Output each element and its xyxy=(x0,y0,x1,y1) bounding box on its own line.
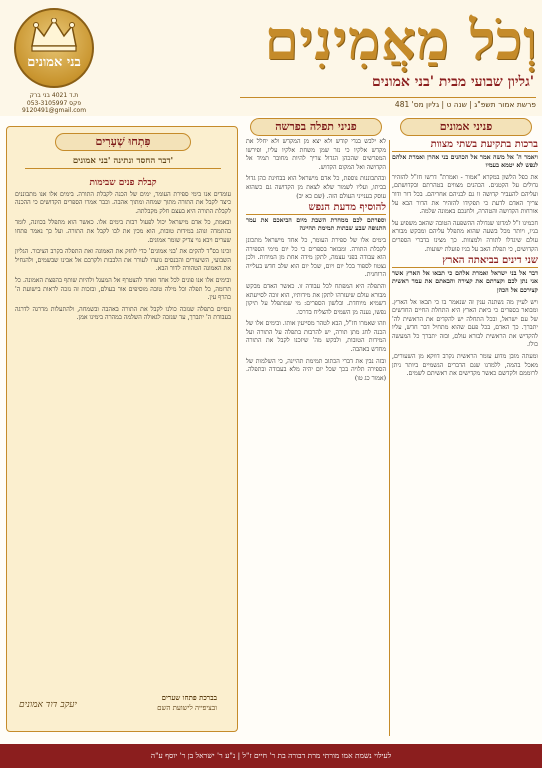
banner-left: פִּתְחוּ שְׁעָרִים xyxy=(55,133,191,151)
editorial-paragraph-1: עומדים אנו בימי ספירת העומר, ימים של הכנה לקבלת התורה. בימים אלו אנו מתבוננים כיצד לקבל את התורה מתוך שמחה ומתוך אהבה. וכבר אמרו הספרים הקדושים כי ההכנה לקבלת התורה היא בעצם חלק מקבלתה. xyxy=(15,190,231,215)
crown-icon xyxy=(28,18,80,52)
middle-paragraph-1: לא ילבש בגדי קודש ולא יצא מן המקדש ולא יחלל את מקדש אלקיו כי נזר שמן משחת אלקיו עליו, ופירשו המפרשים שהכהן הגדול צריך להיות מחובר תמיד אל הקדושה ואל המקום הקדוש. xyxy=(246,138,386,171)
right-headline-2: שני דינים בביאתה הארץ xyxy=(392,257,538,268)
editorial-headline: קבלת פנים שבימות xyxy=(89,178,157,188)
masthead xyxy=(0,0,542,116)
right-lead-1: ויאמר ה' אל משה אמר אל הכהנים בני אהרן ואמרת אלהם לנפש לא יטמא בעמיו xyxy=(392,153,538,170)
editorial-closing-line-1: בברכת פתחו שערים xyxy=(161,693,217,702)
right-column xyxy=(392,138,538,736)
middle-column xyxy=(246,138,386,736)
logo-contact: ת.ד 4021 בני ברק 053-3105997 פקס 9120491@gmail.com xyxy=(21,92,87,114)
right-headline-1: ברכות בתקיעת בשתי מצוות xyxy=(392,141,538,152)
right-paragraph-3: ויש לעיין מה נשתנה ענין זה שנאמר בו כי תבאו אל הארץ. ומבואר בספרים כי ביאת הארץ היא התחלת החיים החדשים של עם ישראל, ובכל התחלה יש להקדים את הראשית לה' יתברך. כך האדם, בכל פעם שהוא מתחיל דבר חדש, עליו להקדיש את הראשית לבורא עולם, ובזה יתברך כל המעשה כולו. xyxy=(392,298,538,349)
editorial-box xyxy=(6,126,238,732)
middle-paragraph-4: והתפלה היא המפתח לכל עבודה זו. כאשר האדם מבקש מבורא עולם שיעזרהו לתקן את מידותיו, הוא זוכה לסייעתא דשמיא מיוחדת. ובלשון הספרים: מי שמתפלל על תיקון נפשו, נענה מן השמים להצליח בדרכו. xyxy=(246,282,386,316)
right-paragraph-2: חכמינו ז"ל למדונו שגדולה ההשפעה הטובה שהאב משפיע על בניו, ויותר מכל בשעה שהוא מתפלל עליהם ומבקש מבורא עולם שיגדלו לתורה ולמצוות. כך מצינו בדברי הספרים הקדושים, כי תפלת האב על בניו פועלת ישועות. xyxy=(392,219,538,253)
middle-lead: וספרתם לכם ממחרת השבת מיום הביאכם את עמר התנופה שבע שבתות תמימת תהיינה xyxy=(246,216,386,233)
editorial-signature: יעקב דוד אמונים xyxy=(19,700,77,710)
middle-paragraph-6: ובזה נבין את דברי הכתוב תמימת תהיינה, כי השלמות של הספירה תלויה בכך שכל יום יהיה מלא בעבודה ובתפלה. (אמור כג טו) xyxy=(246,357,386,382)
banner-right: פניני אמונים xyxy=(400,118,532,136)
editorial-closing-line-2: ובציפייה לישועת השם xyxy=(157,704,217,712)
middle-paragraph-5: וזהו שאמרו חז"ל, הבא לטהר מסייעין אותו. ובימים אלו של הכנה לחג מתן תורה, יש להרבות בתפלה על התורה ועל המידות הטובות, ולבקש מה' שיזכנו לקבל את התורה מחדש באהבה. xyxy=(246,320,386,354)
column-divider-right xyxy=(389,140,390,736)
banner-middle: פניני תפלה בפרשה xyxy=(250,118,382,136)
right-paragraph-4: ומעתה מובן מדוע עומר הראשית נקרב דווקא מן השעורים, מאכל בהמה, ללמדנו שגם הדברים הגשמיים ביותר ניתן לרוממם ולקדשם כאשר מקדישים את ראשיתם לשמים. xyxy=(392,353,538,378)
newsletter-subtitle: גליון שבועי מבית 'בני אמונים' xyxy=(372,74,534,90)
middle-headline: להוסיף מדעת הנפש xyxy=(246,204,386,215)
right-paragraph-1: את כפל הלשון במקרא "אמור - ואמרת" דרשו חז"ל להזהיר גדולים על הקטנים. הכהנים מצווים בטהרתם ובקדושתם, ועליהם להעביר קדושה זו גם לבניהם אחריהם. בכל דור ודור צריך האדם לדעת כי תפקידו להזהיר את הדור הבא על אורחות הקדושה והטהרה, ולחנכם באמונה שלמה. xyxy=(392,173,538,216)
editorial-body xyxy=(15,175,231,683)
logo-text: בני אמונים xyxy=(27,55,81,70)
right-lead-2: דבר אל בני ישראל ואמרת אלהם כי תבאו אל הארץ אשר אני נתן לכם וקצרתם את קצירה והבאתם את עמר ראשית קצירכם אל הכהן xyxy=(392,269,538,294)
editorial-paragraph-2: ובאמת, כל אדם מישראל יכול לפעול רבות בימים אלו. כאשר הוא מתפלל בכוונה, לומד בהתמדה ונוהג במידות טובות, הוא מכין את לבו לקבל את התורה. ועל כך נאמר פתחו שערים ויבא גוי צדיק שומר אמונים. xyxy=(15,219,231,244)
dedication-footer: לעילוי נשמת אמו מורתי מרת דבורה בת ר' חיים ז"ל | נ"ע ר' ישראל בן ר' יוסף ע"ה xyxy=(0,744,542,768)
newsletter-title: וְכֹל מַאֲמִינִים xyxy=(264,8,538,72)
middle-paragraph-3: בימים אלו של ספירת העומר, כל אחד מישראל מתכונן לקבלת התורה. ומבואר בספרים כי כל יום מימי הספירה הוא עבודה בפני עצמה, לתקן מידה אחת מן המידות. ולכן נצטוו לספור בכל יום ויום, שכל יום הוא שלב חדש בעלייה הרוחנית. xyxy=(246,236,386,279)
editorial-paragraph-3: זכינו בס"ד להקים את 'בני אמונים' כדי לחזק את האמונה ואת התפלה בקרב הציבור. הגליון השבועי, השיעורים והכנסים נועדו לעורר את הלבבות ולקרבם אל אבינו שבשמים, ולהנחיל את האמונה הטהורה לדור הבא. xyxy=(15,248,231,273)
issue-info: פרשת אמור תשפ"ג | שנה ט | גליון מס' 481 xyxy=(240,97,536,111)
logo xyxy=(6,8,102,116)
editorial-paragraph-5: ונסיים בתפלה שנזכה כולנו לקבל את התורה באהבה ובשמחה, ולהתעלות מדרגה לדרגה בעבודת ה' יתברך, עד שנזכה לגאולה השלמה במהרה בימינו אמן. xyxy=(15,305,231,322)
middle-paragraph-2: ובהתבוננות נוספת, כל אדם מישראל הוא בבחינת כהן גדול בביתו, ועליו לשמור שלא לצאת מן הקדושה גם כשהוא עוסק בענייני העולם הזה. (שם כא יב) xyxy=(246,175,386,200)
editorial-paragraph-4: ובימים אלו אנו פונים לכל אחד ואחד להצטרף אל המעגל ולהיות שותף בהפצת האמונה. כל תרומה, כל תפלה וכל מילה טובה מוסיפים אור בעולם, ובזכות זה נזכה לראות בישועת ה' כהרף עין. xyxy=(15,276,231,302)
editorial-closing xyxy=(67,693,217,713)
editorial-subheader: דבר החסד ונתינה 'בני אמונים' xyxy=(25,155,221,169)
